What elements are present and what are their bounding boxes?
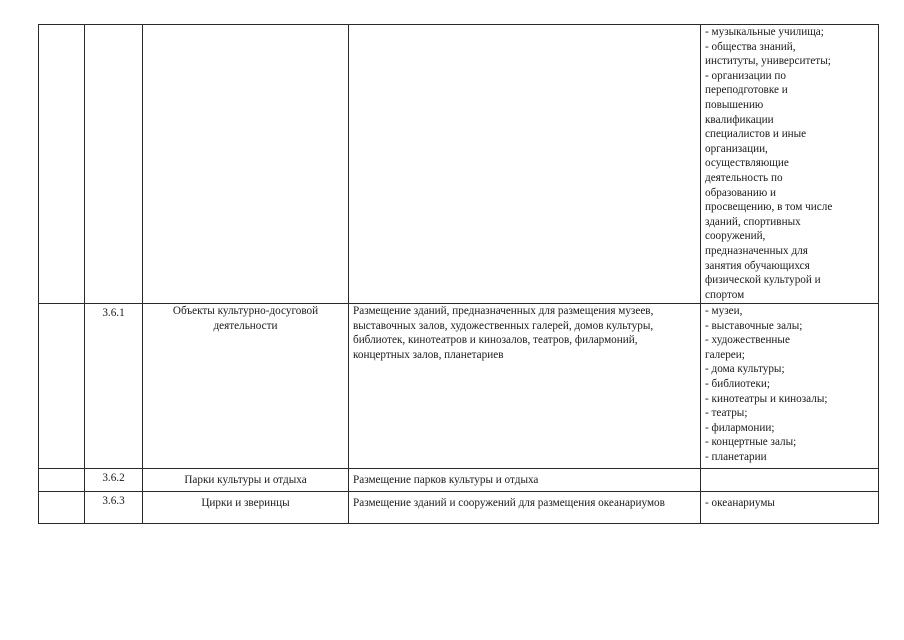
blank-cell	[39, 25, 85, 304]
example-item: - организации по	[705, 69, 786, 82]
description-cell	[349, 25, 701, 304]
name-cell: Парки культуры и отдыха	[143, 469, 349, 492]
name-cell: Цирки и зверинцы	[143, 492, 349, 524]
blank-cell	[39, 492, 85, 524]
example-item: предназначенных для	[705, 244, 808, 257]
table-row	[39, 492, 879, 524]
example-item: сооружений,	[705, 230, 766, 243]
example-item: - кинотеатры и кинозалы;	[705, 392, 828, 405]
examples-cell	[701, 492, 879, 524]
table-row	[39, 25, 879, 304]
example-item: деятельность по	[705, 171, 783, 184]
example-item: переподготовке и	[705, 84, 788, 97]
description-cell: Размещение зданий и сооружений для размещения океанариумов	[349, 492, 701, 524]
example-item: - планетарии	[705, 450, 767, 463]
example-item: повышению	[705, 98, 764, 111]
examples-cell	[701, 25, 879, 304]
example-item: - концертные залы;	[705, 436, 797, 449]
example-item: галереи;	[705, 348, 745, 361]
examples-cell	[701, 469, 879, 492]
name-cell: Объекты культурно-досуговой деятельности	[143, 304, 349, 469]
example-item: осуществляющие	[705, 157, 789, 170]
example-item: - общества знаний,	[705, 40, 796, 53]
example-item: образованию и	[705, 186, 777, 199]
example-item: - выставочные залы;	[705, 319, 803, 332]
example-item: организации,	[705, 142, 768, 155]
example-item: специалистов и иные	[705, 128, 807, 141]
example-item: квалификации	[705, 113, 774, 126]
examples-cell	[701, 304, 879, 469]
example-item: - библиотеки;	[705, 377, 771, 390]
blank-cell	[39, 469, 85, 492]
example-item: спортом	[705, 288, 745, 301]
example-item: институты, университеты;	[705, 55, 831, 68]
example-item: занятия обучающихся	[705, 259, 810, 272]
land-use-table	[38, 24, 879, 524]
example-item: - филармонии;	[705, 421, 775, 434]
code-cell: 3.6.2	[85, 469, 143, 492]
example-item: - океанариумы	[705, 497, 775, 509]
table-row	[39, 469, 879, 492]
blank-cell	[39, 304, 85, 469]
description-cell: Размещение парков культуры и отдыха	[349, 469, 701, 492]
example-item: просвещению, в том числе	[705, 201, 833, 214]
example-item: - музеи,	[705, 305, 743, 317]
code-cell	[85, 25, 143, 304]
example-item: - театры;	[705, 407, 748, 420]
code-cell: 3.6.3	[85, 492, 143, 524]
table-row	[39, 304, 879, 469]
example-item: - дома культуры;	[705, 363, 785, 376]
description-cell: Размещение зданий, предназначенных для размещения музеев, выставочных залов, художественных галерей, домов культуры, библиотек, кинотеатров и кинозалов, театров, филармоний, концертных залов, планетариев	[349, 304, 701, 469]
example-item: - художественные	[705, 334, 790, 347]
example-item: физической культурой и	[705, 274, 821, 287]
code-cell: 3.6.1	[85, 304, 143, 469]
example-item: - музыкальные училища;	[705, 26, 824, 38]
name-cell	[143, 25, 349, 304]
example-item: зданий, спортивных	[705, 215, 801, 228]
